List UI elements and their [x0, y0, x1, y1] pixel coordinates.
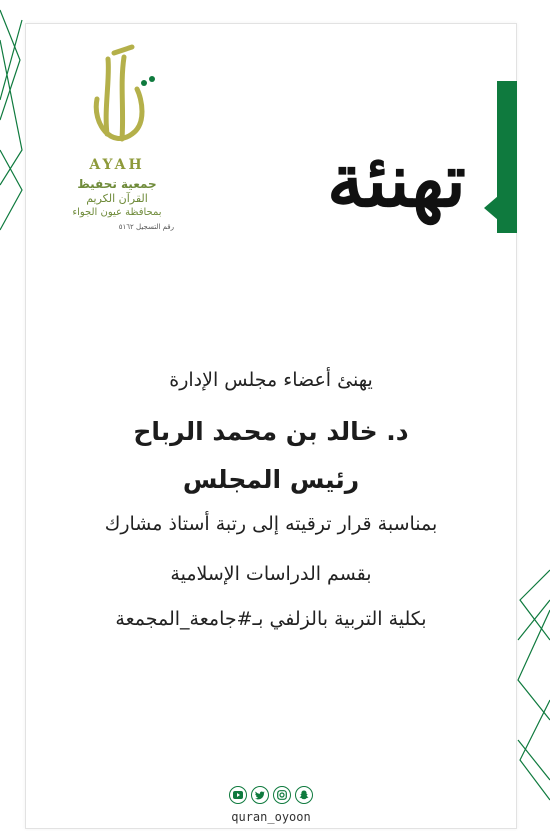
logo-latin-name: AYAH — [89, 157, 145, 173]
accent-arrow-icon — [484, 196, 498, 220]
logo-registration: رقم التسجيل ٥١٦٢ — [118, 223, 174, 231]
twitter-icon[interactable] — [251, 786, 269, 804]
organization-logo — [52, 39, 182, 229]
social-icons — [26, 786, 516, 804]
greeting-card — [25, 23, 517, 829]
logo-name-line-2: القرآن الكريم — [86, 192, 148, 205]
logo-name-line-3: بمحافظة عيون الجواء — [72, 207, 162, 218]
logo-emblem-icon — [52, 39, 182, 157]
honoree-name: د. خالد بن محمد الرباح — [133, 417, 409, 446]
youtube-icon[interactable] — [229, 786, 247, 804]
intro-text: يهنئ أعضاء مجلس الإدارة — [169, 369, 373, 391]
honoree-role: رئيس المجلس — [182, 465, 360, 494]
instagram-icon[interactable] — [273, 786, 291, 804]
occasion-line-1: بمناسبة قرار ترقيته إلى رتبة أستاذ مشارك — [104, 513, 438, 535]
occasion-line-2: بقسم الدراسات الإسلامية — [170, 563, 372, 585]
accent-bar — [497, 81, 517, 233]
occasion-line-3: بكلية التربية بالزلفي بـ#جامعة_المجمعة — [115, 608, 427, 630]
title-calligraphy: تهنئة — [326, 138, 466, 224]
logo-name-line-1: جمعية تحفيظ — [77, 177, 157, 191]
snapchat-icon[interactable] — [295, 786, 313, 804]
social-handle: quran_oyoon — [231, 810, 311, 824]
